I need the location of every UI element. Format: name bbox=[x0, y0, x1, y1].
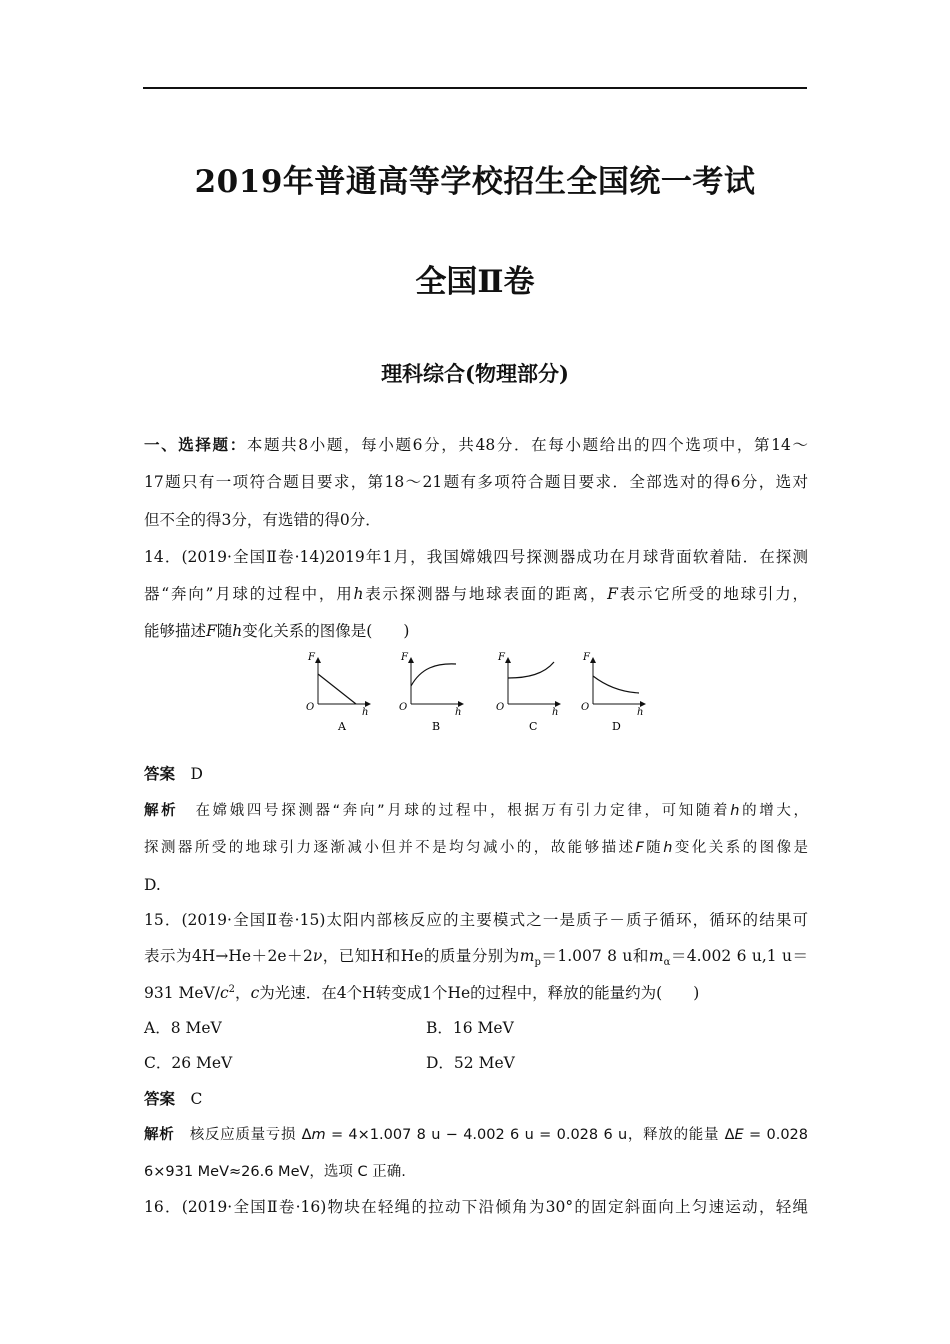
q14-analysis-line2: 探测器所受的地球引力逐渐减小但并不是均匀减小的，故能够描述F随h变化关系的图像是 bbox=[144, 840, 809, 856]
graph-d bbox=[581, 652, 645, 733]
graph-b-y-label: F bbox=[401, 652, 408, 663]
graph-c bbox=[496, 652, 560, 733]
q15-option-b: B．16 MeV bbox=[426, 1019, 514, 1037]
q15-option-d: D．52 MeV bbox=[426, 1054, 515, 1072]
exam-title: 2019年普通高等学校招生全国统一考试 bbox=[194, 164, 756, 200]
graph-a-label: A bbox=[338, 720, 346, 733]
q15-option-c: C．26 MeV bbox=[144, 1054, 233, 1072]
graph-c-y-label: F bbox=[498, 652, 505, 663]
graph-a-x-label: h bbox=[362, 707, 369, 718]
q14-analysis-line3: D. bbox=[144, 876, 161, 894]
q15-option-a: A．8 MeV bbox=[144, 1019, 222, 1037]
graph-b-origin: O bbox=[399, 702, 408, 713]
graph-b bbox=[399, 652, 463, 733]
q15-analysis-line1: 解析 核反应质量亏损 Δm = 4×1.007 8 u − 4.002 6 u = 0.028 6 u，释放的能量 ΔE = 0.028 bbox=[144, 1127, 809, 1143]
graph-b-label: B bbox=[432, 720, 441, 733]
graph-c-curve bbox=[508, 662, 554, 678]
q15-analysis-line2: 6×931 MeV≈26.6 MeV，选项 C 正确. bbox=[144, 1164, 406, 1180]
subject-title: 理科综合(物理部分) bbox=[381, 361, 569, 386]
graph-d-origin: O bbox=[581, 702, 590, 713]
q14-analysis-line1: 解析 在嫦娥四号探测器“奔向”月球的过程中，根据万有引力定律，可知随着h的增大， bbox=[144, 803, 809, 819]
graph-a-y-label: F bbox=[308, 652, 315, 663]
section1-line1: 一、选择题：本题共8小题，每小题6分，共48分．在每小题给出的四个选项中，第14～ bbox=[144, 435, 808, 454]
q15-line3: 931 MeV/$c^2$，c为光速．在4个H转变成1个He的过程中，释放的能量约为( ) bbox=[144, 983, 700, 1002]
q16-line1: 16．(2019·全国Ⅱ卷·16)物块在轻绳的拉动下沿倾角为30°的固定斜面向上匀速运动，轻绳 bbox=[144, 1198, 808, 1216]
q15-line1: 15．(2019·全国Ⅱ卷·15)太阳内部核反应的主要模式之一是质子－质子循环，循环的结果可 bbox=[144, 911, 808, 929]
graph-c-x-label: h bbox=[552, 707, 559, 718]
q15-line2: 表示为4H→He＋2e＋2ν，已知H和He的质量分别为$m_p=1.007$ 8 u和$m_\alpha=4.002$ 6 u,1 u＝ bbox=[144, 947, 809, 969]
graph-b-x-label: h bbox=[455, 707, 462, 718]
q14-line1: 14．(2019·全国Ⅱ卷·14)2019年1月，我国嫦娥四号探测器成功在月球背面软着陆．在探测 bbox=[144, 548, 808, 566]
section1-line2: 17题只有一项符合题目要求，第18～21题有多项符合题目要求．全部选对的得6分，选对 bbox=[144, 473, 808, 491]
graph-d-x-label: h bbox=[637, 707, 644, 718]
q14-line2: 器“奔向”月球的过程中，用h表示探测器与地球表面的距离，F表示它所受的地球引力， bbox=[144, 585, 808, 603]
graph-d-curve bbox=[593, 676, 639, 693]
graph-c-label: C bbox=[529, 720, 538, 733]
top-rule bbox=[143, 87, 807, 89]
q14-answer: 答案 D bbox=[144, 764, 203, 783]
graph-d-y-label: F bbox=[583, 652, 590, 663]
graph-b-curve bbox=[411, 664, 456, 686]
graph-d-label: D bbox=[612, 720, 621, 733]
graph-a-origin: O bbox=[306, 702, 315, 713]
q14-graph-options bbox=[296, 648, 656, 738]
section1-line3: 但不全的得3分，有选错的得0分． bbox=[144, 511, 381, 529]
graph-a-curve bbox=[318, 674, 356, 704]
q15-answer: 答案 C bbox=[144, 1089, 203, 1108]
q14-line3: 能够描述F随h变化关系的图像是( ) bbox=[144, 622, 410, 640]
section1-lead: 一、选择题： bbox=[144, 435, 247, 454]
exam-subtitle: 全国Ⅱ卷 bbox=[415, 264, 535, 300]
graph-c-origin: O bbox=[496, 702, 505, 713]
graph-a bbox=[306, 652, 370, 733]
q14-graphs-svg bbox=[296, 648, 656, 738]
